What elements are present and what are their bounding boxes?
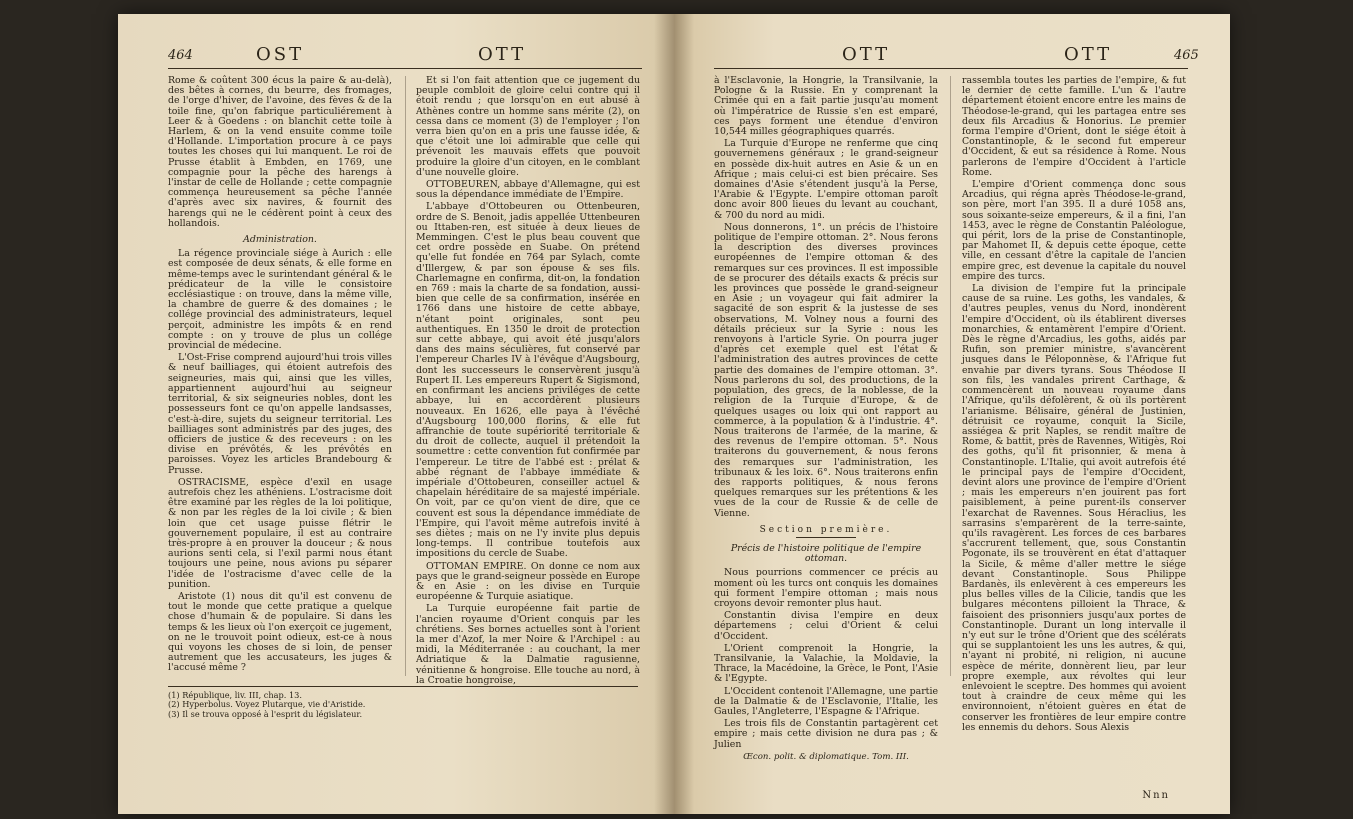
paragraph: Constantin divisa l'empire en deux départemens ; celui d'Orient & celui d'Occident. <box>714 610 938 642</box>
paragraph: rassembla toutes les parties de l'empire, & fut le dernier de cette famille. L'un & l'autre département étoient encore entre les mains de Théodose-le-grand, qui les partagea entre ses deux fils Arcadius & Honorius. Le premier forma l'empire d'Orient, dont le siége étoit à Constantinople, & le second fut empereur d'Occident, & eut sa résidence à Rome. Nous parlerons de l'empire d'Occident à l'article Rome. <box>962 75 1186 178</box>
page-number: 465 <box>1174 48 1199 63</box>
paragraph: Les trois fils de Constantin partagèrent cet empire ; mais cette division ne dura pas ; & Julien <box>714 718 938 750</box>
paragraph: L'Occident contenoit l'Allemagne, une partie de la Dalmatie & de l'Esclavonie, l'Italie, les Gaules, l'Angleterre, l'Espagne & l'Afrique. <box>714 685 938 717</box>
text-column-2 <box>416 76 640 688</box>
footnotes <box>168 686 638 719</box>
section-subtitle: Précis de l'histoire politique de l'empire ottoman. <box>730 542 922 565</box>
paragraph: OTTOMAN EMPIRE. On donne ce nom aux pays que le grand-seigneur possède en Europe & en Asie : on les divise en Turquie européenne & Turquie asiatique. <box>416 560 640 603</box>
paragraph: L'Ost-Frise comprend aujourd'hui trois villes & neuf bailliages, qui étoient autrefois des seigneuries, mais qui, ainsi que les villes, appartiennent aujourd'hui au seigneur territorial, & six seigneuries nobles, dont les possesseurs font ce qu'on appelle landsasses, c'est-à-dire, sujets du seigneur territorial. Les bailliages sont administrés par des juges, des officiers de justice & des receveurs : on les divise en prévôtés, & les prévôtés en paroisses. Voyez les articles Brandebourg & Prusse. <box>168 352 392 476</box>
paragraph: La régence provinciale siége à Aurich : elle est composée de deux sénats, & elle forme en même-temps avec le surintendant général & le prédicateur de la ville le consistoire ecclésiastique : on trouve, dans la même ville, la chambre de guerre & des domaines ; le collége provincial des administrateurs, lequel perçoit, administre les impôts & en rend compte : on y trouve de plus un collége provincial de médecine. <box>168 248 392 352</box>
running-head-left: OTT <box>842 44 891 65</box>
running-head-left: OST <box>256 44 305 65</box>
page-footer: Œcon. polit. & diplomatique. Tom. III. <box>743 751 909 762</box>
text-column-2 <box>962 76 1186 735</box>
signature-mark: Nnn <box>1142 790 1170 801</box>
paragraph: L'empire d'Orient commença donc sous Arcadius, qui régna après Théodose-le-grand, son père, mort l'an 395. Il a duré 1058 ans, sous soixante-seize empereurs, & il a fini, l'an 1453, avec le règne de Constantin Paléologue, qui périt, lors de la prise de Constantinople, par Mahomet II, & depuis cette époque, cette ville, en cessant d'être la capitale de l'ancien empire grec, est devenue la capitale du nouvel empire des turcs. <box>962 179 1186 282</box>
section-rule <box>796 537 856 538</box>
paragraph: OTTOBEUREN, abbaye d'Allemagne, qui est sous la dépendance immédiate de l'Empire. <box>416 179 640 201</box>
paragraph: La Turquie d'Europe ne renferme que cinq gouvernemens généraux ; le grand-seigneur en possède dix-huit autres en Asie & un en Afrique ; mais celui-ci est bien précaire. Ses domaines d'Asie s'étendent jusqu'à la Perse, l'Arabie & l'Egypte. L'empire ottoman paroît donc avoir 800 lieues du levant au couchant, & 700 du nord au midi. <box>714 138 938 221</box>
paragraph: Et si l'on fait attention que ce jugement du peuple combloit de gloire celui contre qui il étoit rendu ; que lorsqu'on en eut abusé à Athènes contre un homme sans mérite (2), on cessa dans ce moment (3) de l'employer ; l'on verra bien qu'on en a pris une fausse idée, & que c'étoit une loi admirable que celle qui prévenoit les mauvais effets que pouvoit produire la gloire d'un citoyen, en le comblant d'une nouvelle gloire. <box>416 75 640 178</box>
paragraph: L'Orient comprenoit la Hongrie, la Transilvanie, la Valachie, la Moldavie, la Thrace, la Macédoine, la Grèce, le Pont, l'Asie & l'Egypte. <box>714 642 938 685</box>
left-page <box>118 14 674 814</box>
paragraph: Aristote (1) nous dit qu'il est convenu de tout le monde que cette pratique a quelque chose d'humain & de populaire. Si dans les temps & les lieux où l'on exerçoit ce jugement, on ne le trouvoit point odieux, est-ce à nous qui voyons les choses de si loin, de penser autrement que les accusateurs, les juges & l'accusé même ? <box>168 590 392 674</box>
header-rule <box>168 68 642 69</box>
section-heading: Section première. <box>759 524 893 535</box>
column-divider <box>950 76 951 676</box>
running-head-right: OTT <box>1064 44 1113 65</box>
subheading: Administration. <box>243 234 317 246</box>
paragraph: Rome & coûtent 300 écus la paire & au-delà), des bêtes à cornes, du beurre, des fromages, de l'orge d'hiver, de l'avoine, des fèves & de la toile fine, qu'on fabrique particuliérement à Leer & à Goedens : on blanchit cette toile à Harlem, & on la vend ensuite comme toile d'Hollande. L'importation procure à ce pays toutes les choses qui lui manquent. Le roi de Prusse établit à Embden, en 1769, une compagnie pour la pêche des harengs à l'instar de celle de Hollande ; cette compagnie commença heureusement sa pêche l'année d'après avec six navires, & fournit des harengs qui ne le cédèrent point à ceux des hollandois. <box>168 75 392 229</box>
paragraph: Nous pourrions commencer ce précis au moment où les turcs ont conquis les domaines qui forment l'empire ottoman ; mais nous croyons devoir remonter plus haut. <box>714 567 938 609</box>
paragraph: Nous donnerons, 1°. un précis de l'histoire politique de l'empire ottoman. 2°. Nous ferons la description des diverses provinces européennes de l'empire ottoman & des remarques sur ces provinces. Il est impossible de se procurer des détails exacts & précis sur les provinces que possède le grand-seigneur en Asie ; un voyageur qui fait admirer la sagacité de son esprit & la justesse de ses observations, M. Volney nous a fourni des détails précieux sur la Syrie : nous les renvoyons à l'article Syrie. On pourra juger d'après cet exemple quel est l'état & l'administration des autres provinces de cette partie des domaines de l'empire ottoman. 3°. Nous parlerons du sol, des productions, de la population, des grecs, de la noblesse, de la religion de la Turquie d'Europe, & de quelques usages ou loix qui ont rapport au commerce, à la population & à l'industrie. 4°. Nous traiterons de l'armée, de la marine, & des revenus de l'empire ottoman. 5°. Nous traiterons du gouvernement, & nous ferons des remarques sur l'administration, les tribunaux & les loix. 6°. Nous traiterons enfin des rapports politiques, & nous ferons quelques remarques sur les prétentions & les vues de la cour de Russie & de celle de Vienne. <box>714 221 938 519</box>
footnote: (2) Hyperbolus. Voyez Plutarque, vie d'Aristide. <box>168 699 366 710</box>
footnote: (1) République, liv. III, chap. 13. <box>168 690 302 700</box>
text-column-1 <box>714 76 938 766</box>
paragraph: OSTRACISME, espèce d'exil en usage autrefois chez les athéniens. L'ostracisme doit être examiné par les règles de la loi politique, & non par les règles de la loi civile ; & bien loin que cet usage puisse flétrir le gouvernement populaire, il est au contraire très-propre à en prouver la douceur ; & nous aurions senti cela, si l'exil parmi nous étant toujours une peine, nous avions pu séparer l'idée de l'ostracisme d'avec celle de la punition. <box>168 476 392 590</box>
paragraph: à l'Esclavonie, la Hongrie, la Transilvanie, la Pologne & la Russie. En y comprenant la Crimée qui en a fait partie jusqu'au moment où l'impératrice de Russie s'en est emparé, ces pays forment une étendue d'environ 10,544 milles géographiques quarrés. <box>714 75 938 138</box>
text-column-1 <box>168 76 392 676</box>
column-divider <box>405 76 406 676</box>
page-number: 464 <box>168 48 193 63</box>
paragraph: La division de l'empire fut la principale cause de sa ruine. Les goths, les vandales, & d'autres peuples, venus du Nord, inondèrent l'empire d'Occident, où ils établirent diverses monarchies, & entamèrent l'empire d'Orient. Dès le règne d'Arcadius, les goths, aidés par Rufin, son premier ministre, s'avancèrent jusques dans le Péloponnèse, & l'Afrique fut envahie par divers tyrans. Sous Théodose II son fils, les vandales prirent Carthage, & commencèrent un nouveau royaume dans l'Afrique, qu'ils défolèrent, & où ils portèrent l'arianisme. Bélisaire, général de Justinien, détruisit ce royaume, conquit la Sicile, assiégea & prit Naples, se rendit maître de Rome, & battit, près de Ravennes, Witigès, Roi des goths, qu'il fit prisonnier, & mena à Constantinople. L'Italie, qui avoit autrefois été le principal pays de l'empire d'Occident, devint alors une province de l'empire d'Orient ; mais les empereurs n'en jouirent pas fort paisiblement, à peine purent-ils conserver l'exarchat de Ravennes. Sous Héraclius, les sarrasins s'emparèrent de la terre-sainte, qu'ils ravagèrent. Les forces de ces barbares s'accrurent tellement, que, sous Constantin Pogonate, ils se trouvèrent en état d'attaquer la Sicile, & même d'aller mettre le siége devant Constantinople. Sous Philippe Bardanès, ils enlevèrent à ces empereurs les plus belles villes de la Cilicie, tandis que les bulgares mécontens pilloient la Thrace, & faisoient des prisonniers jusqu'aux portes de Constantinople. Durant un long intervalle il n'y eut sur le trône d'Orient que des scélérats qui se supplantoient les uns les autres, & qui, n'ayant ni probité, ni religion, ni aucune espèce de mérite, donnèrent lieu, par leur propre exemple, aux révoltes qui leur enlevoient le sceptre. Des hommes qui avoient tout à craindre de ceux même qui les environnoient, n'étoient guères en état de conserver les frontières de leur empire contre les ennemis du dehors. Sous Alexis <box>962 283 1186 733</box>
footnote: (3) Il se trouva opposé à l'esprit du législateur. <box>168 708 363 719</box>
right-page <box>674 14 1230 814</box>
paragraph: L'abbaye d'Ottobeuren ou Ottenbeuren, ordre de S. Benoit, jadis appellée Uttenbeuren ou Ittaben-ren, est située à deux lieues de Memmingen. C'est le plus beau couvent que cet ordre possède en Suabe. On prétend qu'elle fut fondée en 764 par Sylach, comte d'Illergew, & par son épouse & ses fils. Charlemagne en confirma, dit-on, la fondation en 769 : mais la charte de sa fondation, aussi-bien que celle de sa confirmation, insérée en 1766 dans une histoire de cette abbaye, n'étant point originales, sont peu authentiques. En 1350 le droit de protection sur cette abbaye, qui avoit été jusqu'alors dans des mains séculières, fut conservé par l'empereur Charles IV à l'évêque d'Augsbourg, dont les successeurs le conservèrent jusqu'à Rupert II. Les empereurs Rupert & Sigismond, en confirmant les anciens priviléges de cette abbaye, lui en accordèrent plusieurs nouveaux. En 1626, elle paya à l'évêché d'Augsbourg 100,000 florins, & elle fut affranchie de toute supériorité territoriale & du droit de collecte, auquel il prétendoit la soumettre : cette convention fut confirmée par l'empereur. Le titre de l'abbé est : prélat & abbé régnant de l'abbaye immédiate & impériale d'Ottobeuren, conseiller actuel & chapelain héréditaire de sa majesté impériale. On voit, par ce qu'on vient de dire, que ce couvent est sous la dépendance immédiate de l'Empire, qui l'avoit même autrefois invité à ses diètes ; mais on ne l'y invite plus depuis long-temps. Il contribue toutefois aux impositions du cercle de Suabe. <box>416 201 640 560</box>
header-rule <box>714 68 1188 69</box>
paragraph: La Turquie européenne fait partie de l'ancien royaume d'Orient conquis par les chrétiens. Ses bornes actuelles sont à l'orient la mer d'Azof, la mer Noire & l'Archipel : au midi, la Méditerranée : au couchant, la mer Adriatique & la Dalmatie ragusienne, vénitienne & hongroise. Elle touche au nord, à la Croatie hongroise, <box>416 603 640 686</box>
running-head-right: OTT <box>478 44 527 65</box>
book-spread <box>118 14 1230 814</box>
